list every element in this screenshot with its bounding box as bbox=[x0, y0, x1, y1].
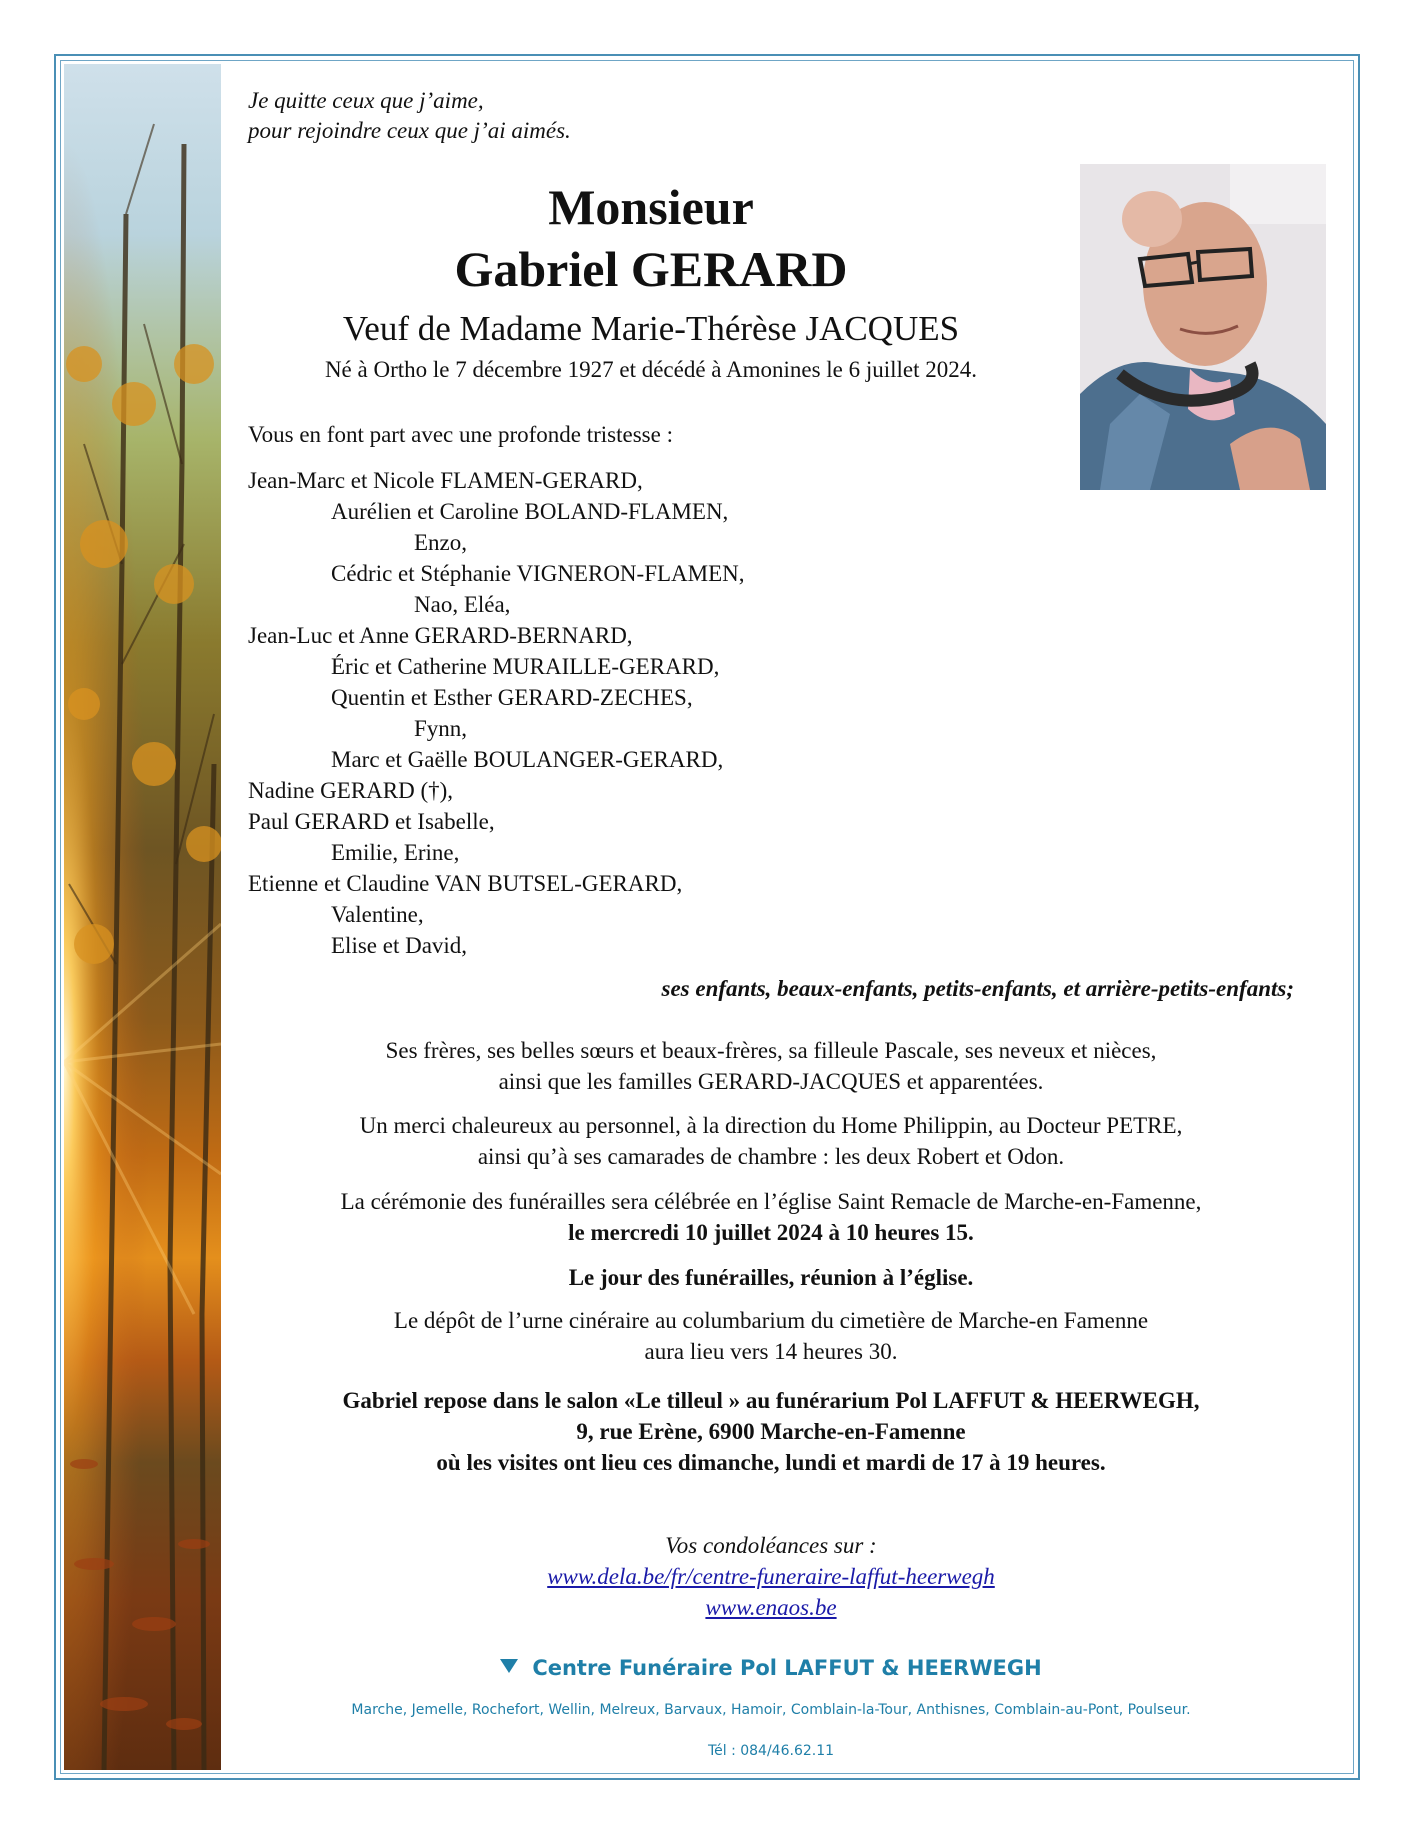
family-member: Paul GERARD et Isabelle, bbox=[248, 809, 495, 834]
deceased-name: Gabriel GERARD bbox=[454, 241, 848, 297]
relatives-paragraph bbox=[248, 1035, 1294, 1097]
family-member: Enzo, bbox=[414, 530, 468, 555]
viewing-paragraph bbox=[248, 1385, 1294, 1478]
viewing-line-2: 9, rue Erène, 6900 Marche-en-Famenne bbox=[576, 1419, 966, 1444]
condolences-label: Vos condoléances sur : bbox=[665, 1533, 877, 1558]
autumn-forest-image bbox=[64, 64, 221, 1770]
family-member: Fynn, bbox=[414, 716, 468, 741]
family-member: Valentine, bbox=[331, 902, 424, 927]
funeral-home-name bbox=[248, 1654, 1294, 1682]
family-member: Marc et Gaëlle BOULANGER-GERARD, bbox=[331, 747, 724, 772]
family-member: Cédric et Stéphanie VIGNERON-FLAMEN, bbox=[331, 561, 745, 586]
enaos-link[interactable]: www.enaos.be bbox=[705, 1595, 837, 1620]
family-member: Quentin et Esther GERARD-ZECHES, bbox=[331, 685, 693, 710]
family-member: Emilie, Erine, bbox=[331, 840, 460, 865]
relatives-line-1: Ses frères, ses belles sœurs et beaux-frères, sa filleule Pascale, ses neveux et nièces, bbox=[385, 1038, 1157, 1063]
urn-line-2: aura lieu vers 14 heures 30. bbox=[644, 1339, 898, 1364]
family-member: Elise et David, bbox=[331, 933, 468, 958]
urn-line-1: Le dépôt de l’urne cinéraire au columbarium du cimetière de Marche-en Famenne bbox=[393, 1308, 1149, 1333]
epitaph-quote bbox=[248, 86, 571, 146]
thanks-paragraph bbox=[248, 1110, 1294, 1172]
family-member: Jean-Luc et Anne GERARD-BERNARD, bbox=[248, 623, 633, 648]
thanks-line-1: Un merci chaleureux au personnel, à la direction du Home Philippin, au Docteur PETRE, bbox=[359, 1113, 1183, 1138]
viewing-line-3: où les visites ont lieu ces dimanche, lundi et mardi de 17 à 19 heures. bbox=[436, 1450, 1106, 1475]
triangle-down-icon bbox=[500, 1659, 518, 1673]
urn-paragraph bbox=[248, 1305, 1294, 1367]
relatives-line-2: ainsi que les familles GERARD-JACQUES et apparentées. bbox=[498, 1069, 1044, 1094]
announcement-intro: Vous en font part avec une profonde tristesse : bbox=[248, 422, 673, 447]
family-member: Nao, Eléa, bbox=[414, 592, 511, 617]
deceased-portrait bbox=[1080, 164, 1326, 490]
family-member: Éric et Catherine MURAILLE-GERARD, bbox=[331, 654, 720, 679]
family-member: Etienne et Claudine VAN BUTSEL-GERARD, bbox=[248, 871, 683, 896]
family-member: Nadine GERARD (†), bbox=[248, 778, 454, 803]
dela-link[interactable]: www.dela.be/fr/centre-funeraire-laffut-heerwegh bbox=[547, 1564, 995, 1589]
thanks-line-2: ainsi qu’à ses camarades de chambre : les deux Robert et Odon. bbox=[477, 1144, 1065, 1169]
funeral-home-phone: Tél : 084/46.62.11 bbox=[707, 1743, 835, 1759]
ceremony-paragraph bbox=[248, 1186, 1294, 1248]
funeral-home-locations: Marche, Jemelle, Rochefort, Wellin, Melreux, Barvaux, Hamoir, Comblain-la-Tour, Anthisnes, Comblain-au-Pont, Poulseur. bbox=[351, 1702, 1191, 1718]
family-closing-line: ses enfants, beaux-enfants, petits-enfants, et arrière-petits-enfants; bbox=[661, 976, 1294, 1001]
family-member: Aurélien et Caroline BOLAND-FLAMEN, bbox=[331, 499, 729, 524]
birth-death-line: Né à Ortho le 7 décembre 1927 et décédé à Amonines le 6 juillet 2024. bbox=[324, 357, 978, 382]
meeting-line: Le jour des funérailles, réunion à l’église. bbox=[568, 1265, 974, 1290]
quote-line-1: Je quitte ceux que j’aime, bbox=[248, 88, 484, 113]
funeral-home-label: Centre Funéraire Pol LAFFUT & HEERWEGH bbox=[532, 1656, 1042, 1680]
widow-line: Veuf de Madame Marie-Thérèse JACQUES bbox=[342, 309, 960, 348]
honorific-title: Monsieur bbox=[548, 179, 754, 235]
family-member: Jean-Marc et Nicole FLAMEN-GERARD, bbox=[248, 468, 643, 493]
ceremony-line-1: La cérémonie des funérailles sera célébrée en l’église Saint Remacle de Marche-en-Famenne, bbox=[340, 1189, 1202, 1214]
quote-line-2: pour rejoindre ceux que j’ai aimés. bbox=[248, 118, 571, 143]
ceremony-datetime: le mercredi 10 juillet 2024 à 10 heures 15. bbox=[568, 1220, 974, 1245]
viewing-line-1: Gabriel repose dans le salon «Le tilleul » au funérarium Pol LAFFUT & HEERWEGH, bbox=[342, 1388, 1200, 1413]
condolences-block bbox=[248, 1530, 1294, 1623]
